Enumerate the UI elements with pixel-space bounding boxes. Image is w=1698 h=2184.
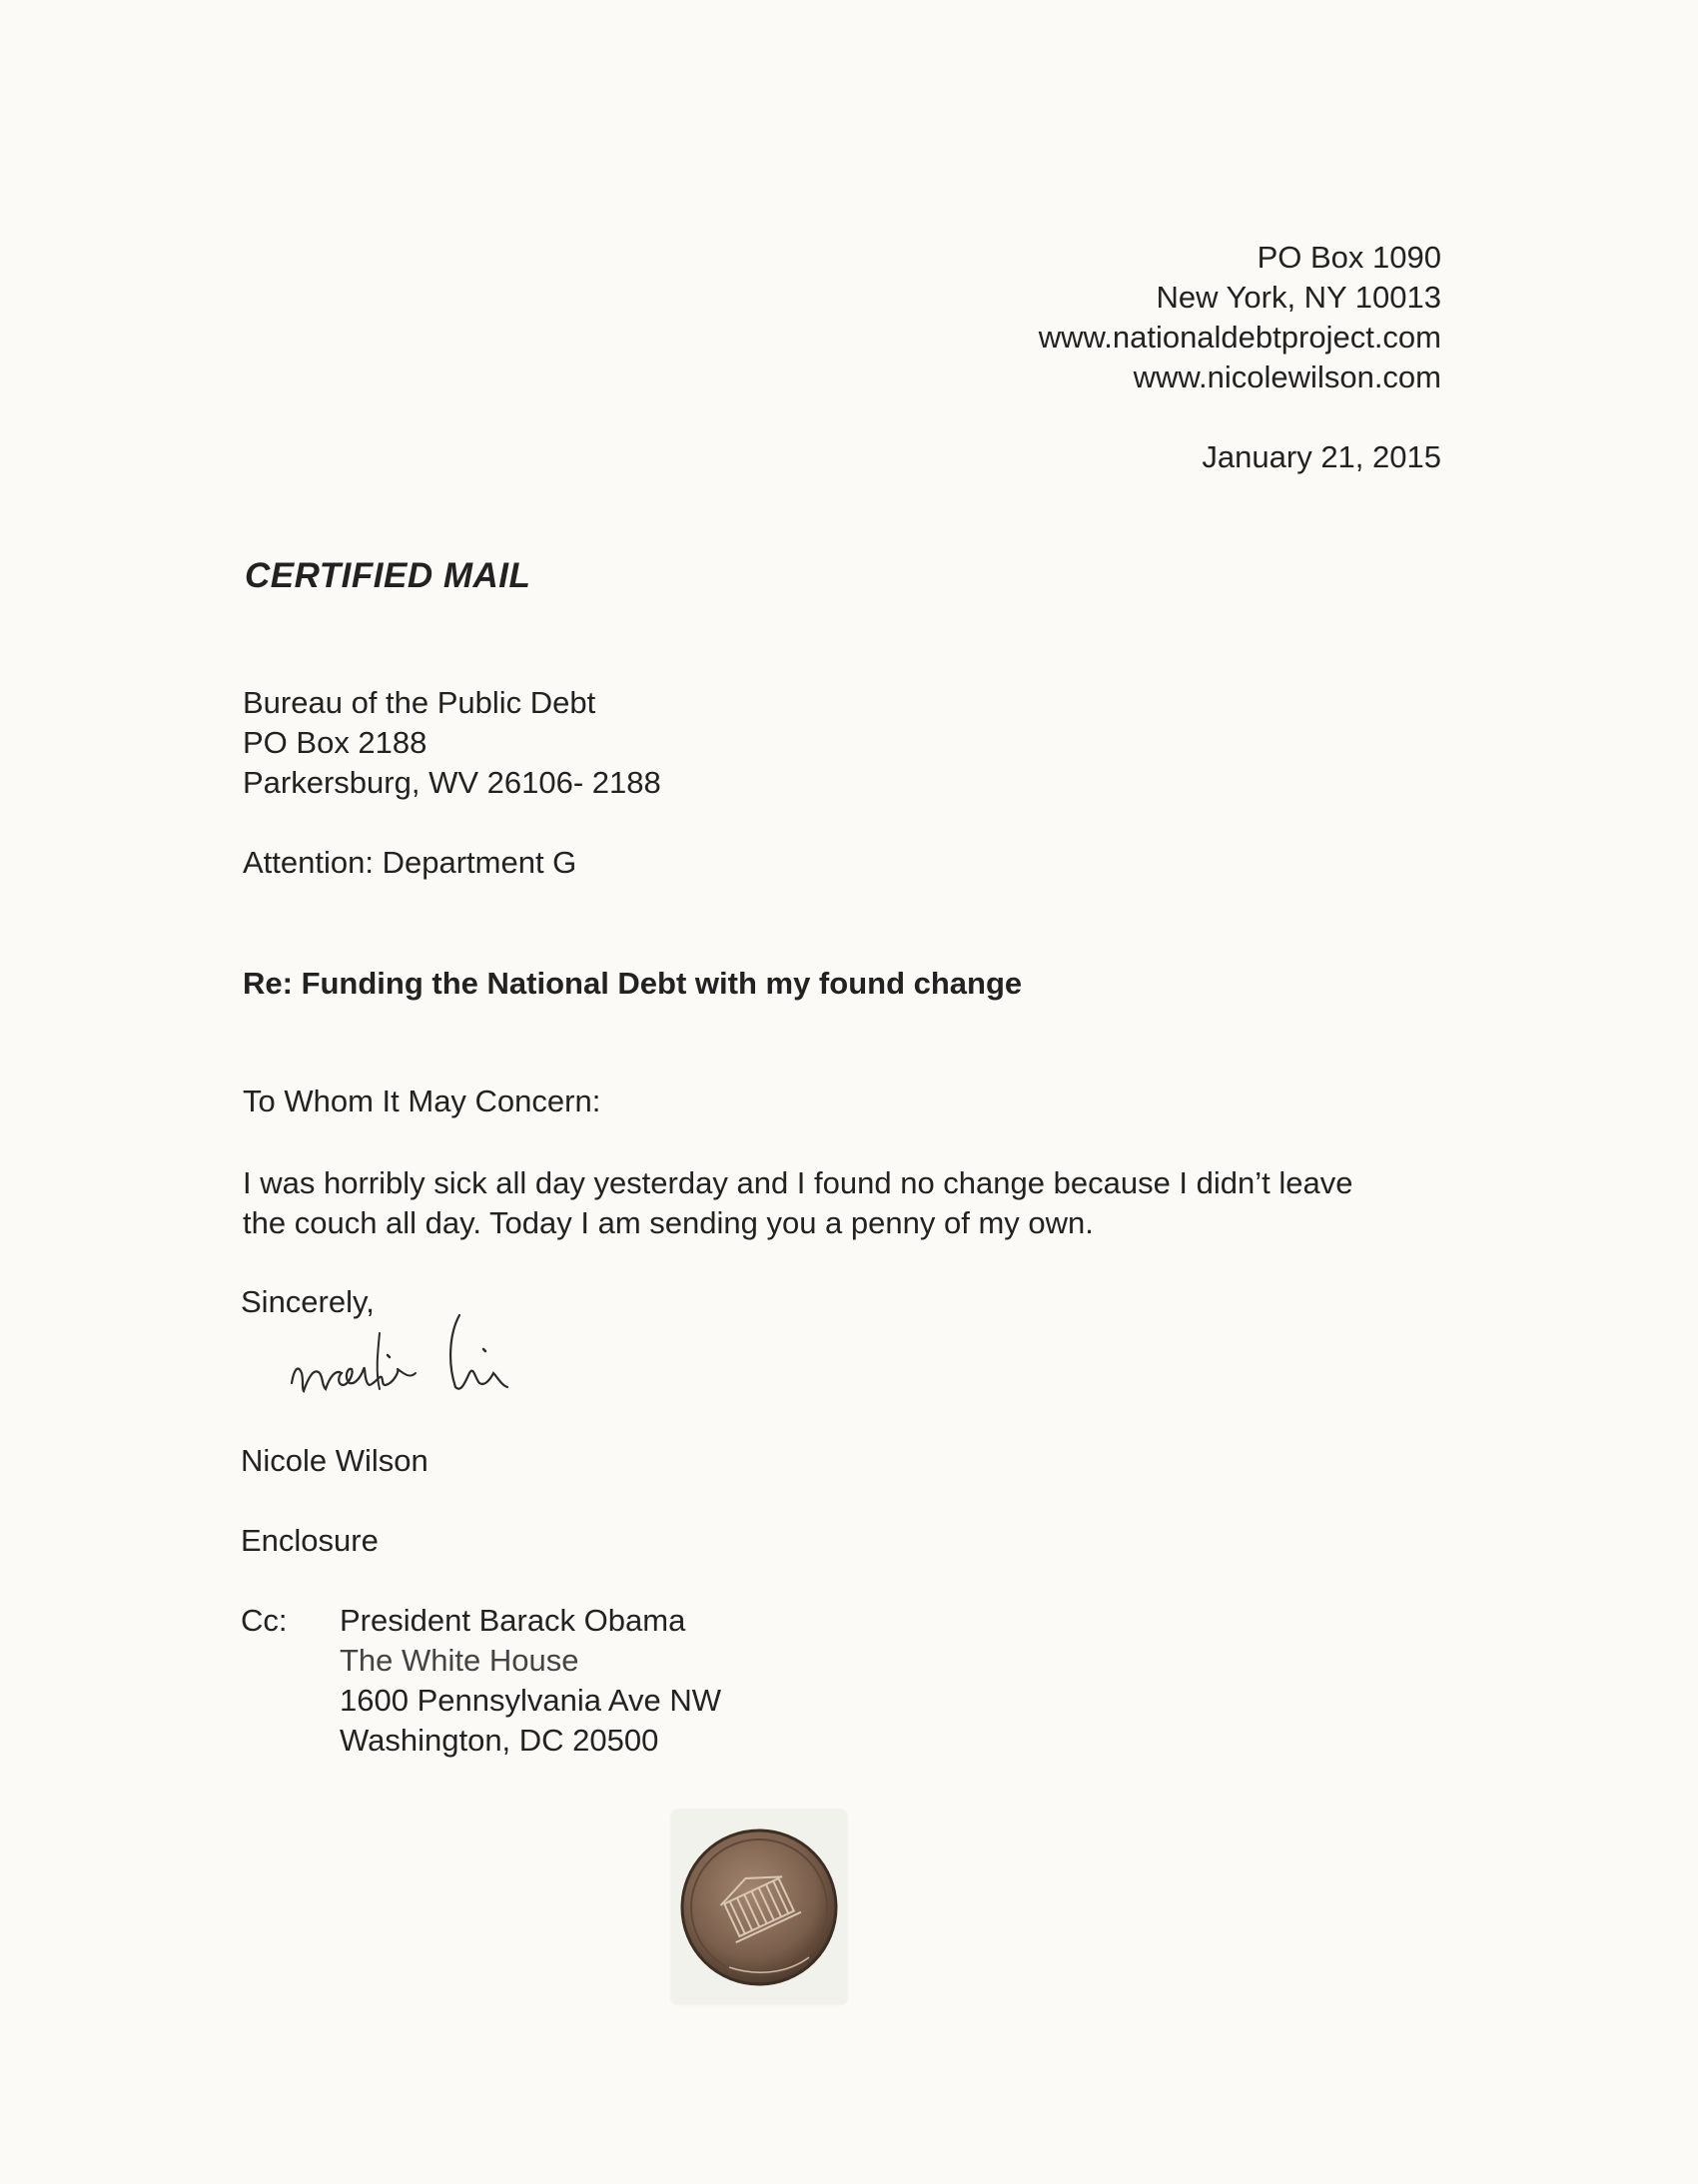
penny-coin-icon — [669, 1818, 849, 1997]
letter-body — [243, 1163, 1501, 1243]
sender-line: New York, NY 10013 — [1156, 280, 1441, 315]
body-line: I was horribly sick all day yesterday and I found no change because I didn’t leave — [243, 1165, 1353, 1200]
signature-icon — [280, 1293, 619, 1423]
certified-mail-label: CERTIFIED MAIL — [245, 556, 531, 595]
sender-website: www.nicolewilson.com — [1133, 360, 1441, 394]
cc-line: The White House — [340, 1643, 579, 1678]
sender-website: www.nationaldebtproject.com — [1038, 320, 1441, 355]
salutation: To Whom It May Concern: — [243, 1084, 601, 1118]
cc-line: 1600 Pennsylvania Ave NW — [340, 1683, 721, 1718]
body-line: the couch all day. Today I am sending you a penny of my own. — [243, 1205, 1094, 1240]
cc-line: Washington, DC 20500 — [340, 1723, 659, 1758]
cc-address — [340, 1601, 721, 1761]
subject-line: Re: Funding the National Debt with my found change — [243, 966, 1023, 1001]
closing: Sincerely, — [241, 1284, 375, 1319]
recipient-address — [243, 683, 661, 803]
attention-line: Attention: Department G — [243, 845, 577, 880]
signer-name: Nicole Wilson — [241, 1443, 428, 1478]
letter-date: January 21, 2015 — [1202, 439, 1441, 474]
sender-address — [1039, 238, 1441, 397]
recipient-line: PO Box 2188 — [243, 725, 427, 760]
sender-line: PO Box 1090 — [1257, 240, 1441, 275]
cc-line: President Barack Obama — [340, 1603, 686, 1638]
enclosure-note: Enclosure — [241, 1523, 379, 1558]
recipient-line: Bureau of the Public Debt — [243, 685, 596, 720]
recipient-line: Parkersburg, WV 26106- 2188 — [243, 765, 661, 800]
cc-label: Cc: — [241, 1603, 288, 1638]
